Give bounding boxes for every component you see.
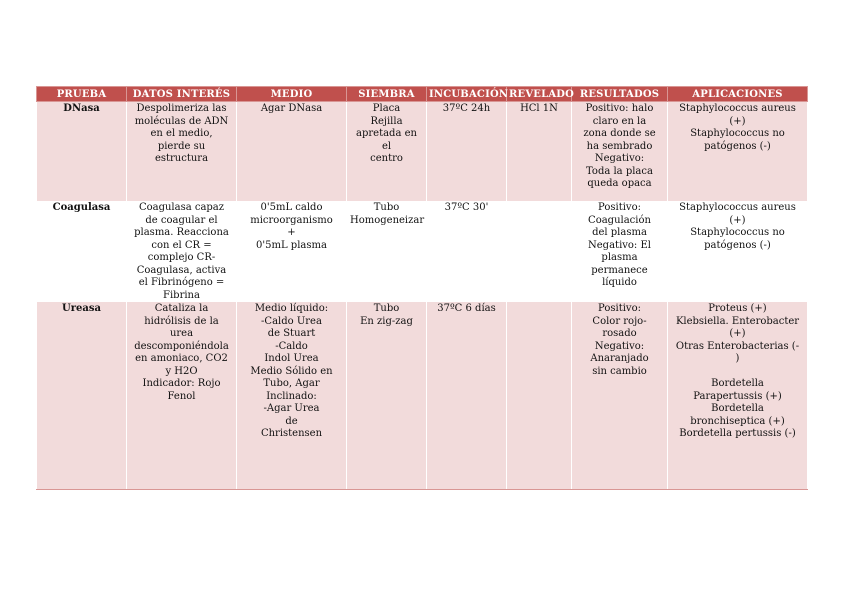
cell-line: Christensen xyxy=(260,428,323,439)
incubacion-cell xyxy=(427,102,507,202)
cell-text: DNasa xyxy=(63,103,100,114)
datos-cell xyxy=(127,201,237,302)
cell-line: urea xyxy=(169,328,194,339)
header-revelado: REVELADO xyxy=(507,87,572,102)
header-medio: MEDIO xyxy=(237,87,347,102)
cell-line: + xyxy=(287,227,296,238)
cell-line: pierde su xyxy=(157,140,206,152)
cell-line: -Caldo Urea xyxy=(261,315,322,327)
table-row xyxy=(37,102,808,202)
resultados-cell xyxy=(572,102,668,202)
revelado-cell xyxy=(507,102,572,202)
cell-line: Staphylococcus no xyxy=(690,227,785,238)
siembra-cell xyxy=(347,302,427,490)
cell-line: plasma. Reacciona xyxy=(134,227,229,238)
cell-line: Coagulación xyxy=(588,214,651,226)
cell-line: Negativo: xyxy=(594,340,645,352)
aplicaciones-cell xyxy=(668,302,808,490)
cell-line: Otras Enterobacterias (- xyxy=(675,340,800,352)
cell-line: de coagular el xyxy=(145,214,218,226)
cell-line: Negativo: El xyxy=(588,239,651,251)
cell-line: 0'5mL caldo xyxy=(260,202,323,213)
cell-line: Anaranjado xyxy=(590,353,649,364)
resultados-cell xyxy=(572,201,668,302)
header-prueba: PRUEBA xyxy=(37,87,127,102)
prueba-cell xyxy=(37,302,127,490)
cell-line: con el CR = xyxy=(151,239,212,251)
prueba-cell xyxy=(37,102,127,202)
cell-line: Negativo: xyxy=(594,153,645,164)
siembra-cell xyxy=(347,102,427,202)
revelado-cell xyxy=(507,302,572,490)
cell-line: y H2O xyxy=(165,365,198,377)
cell-line: en amoniaco, CO2 xyxy=(135,353,228,364)
aplicaciones-cell xyxy=(668,102,808,202)
cell-line: apretada en el xyxy=(356,128,417,152)
cell-line: Agar DNasa xyxy=(260,103,323,114)
cell-line: en el medio, xyxy=(150,128,213,139)
cell-line: 0'5mL plasma xyxy=(256,239,327,251)
header-row xyxy=(37,87,808,102)
siembra-cell xyxy=(347,201,427,302)
cell-line: queda opaca xyxy=(587,178,652,189)
cell-line: microorganismo xyxy=(250,214,333,226)
cell-line: plasma xyxy=(601,252,638,263)
cell-text: 37ºC 6 días xyxy=(437,303,496,314)
prueba-cell xyxy=(37,201,127,302)
cell-line: de xyxy=(285,415,298,427)
cell-line: Positivo: xyxy=(598,303,641,314)
cell-line: Parapertussis (+) xyxy=(693,390,782,402)
cell-line: Medio líquido: xyxy=(254,303,329,314)
cell-line: complejo CR- xyxy=(147,252,216,263)
cell-line: (+) xyxy=(729,328,746,339)
cell-text: HCl 1N xyxy=(520,103,558,114)
cell-line: sin cambio xyxy=(592,365,647,377)
cell-line: el Fibrinógeno = xyxy=(138,277,225,288)
cell-line: Staphylococcus no xyxy=(690,128,785,139)
revelado-cell xyxy=(507,201,572,302)
cell-line: permanece xyxy=(591,264,648,276)
cell-line: Color rojo- xyxy=(592,315,647,327)
cell-line: claro en la xyxy=(592,115,647,127)
cell-line: Klebsiella. Enterobacter xyxy=(675,315,800,327)
cell-line: Placa xyxy=(372,103,401,114)
cell-text: 37ºC 24h xyxy=(442,103,491,114)
cell-line: ha sembrado xyxy=(586,140,653,152)
microbiology-tests-table xyxy=(36,86,808,490)
cell-line: (+) xyxy=(729,115,746,127)
header-siembra: SIEMBRA xyxy=(347,87,427,102)
cell-line: Inclinado: xyxy=(266,390,317,402)
datos-cell xyxy=(127,302,237,490)
cell-line xyxy=(671,366,804,379)
cell-line: Rejilla xyxy=(370,115,403,127)
cell-line: Bordetella xyxy=(711,378,764,389)
cell-line: En zig-zag xyxy=(360,315,413,327)
resultados-cell xyxy=(572,302,668,490)
cell-line: Tubo, Agar xyxy=(263,378,320,389)
cell-line: Staphylococcus aureus xyxy=(679,202,796,213)
cell-line: Fenol xyxy=(167,390,196,402)
cell-line: Positivo: halo xyxy=(585,103,654,114)
table-row xyxy=(37,302,808,490)
table-row xyxy=(37,201,808,302)
cell-line: de Stuart xyxy=(267,328,316,339)
cell-line: moléculas de ADN xyxy=(134,115,229,127)
cell-line: zona donde se xyxy=(583,128,656,139)
cell-line: Proteus (+) xyxy=(708,303,767,314)
cell-line: Indicador: Rojo xyxy=(142,378,221,389)
header-aplicaciones: APLICACIONES xyxy=(668,87,808,102)
cell-line: Indol Urea xyxy=(264,353,319,364)
datos-cell xyxy=(127,102,237,202)
cell-line: Positivo: xyxy=(598,202,641,213)
cell-line: Bordetella xyxy=(711,403,764,414)
cell-line: Homogeneizar xyxy=(350,214,425,226)
cell-line: patógenos (-) xyxy=(704,140,771,152)
header-resultados: RESULTADOS xyxy=(572,87,668,102)
cell-line: -Caldo xyxy=(275,340,308,352)
cell-line: hidrólisis de la xyxy=(144,315,219,327)
cell-line: Medio Sólido en xyxy=(250,365,333,377)
incubacion-cell xyxy=(427,201,507,302)
cell-text: 37ºC 30' xyxy=(444,202,489,213)
cell-line: Cataliza la xyxy=(154,303,209,314)
cell-line: descomponiéndola xyxy=(134,340,229,352)
cell-line: Coagulasa capaz xyxy=(138,202,225,213)
cell-line: Despolimeriza las xyxy=(136,103,227,114)
cell-line: Staphylococcus aureus xyxy=(679,103,796,114)
cell-line: centro xyxy=(370,153,403,164)
cell-line: -Agar Urea xyxy=(263,403,320,414)
cell-line: líquido xyxy=(602,277,637,288)
medio-cell xyxy=(237,102,347,202)
aplicaciones-cell xyxy=(668,201,808,302)
medio-cell xyxy=(237,302,347,490)
header-datos-interes: DATOS INTERÉS xyxy=(127,87,237,102)
cell-line: Tubo xyxy=(373,202,400,213)
cell-line: Coagulasa, activa xyxy=(136,264,227,276)
header-incubacion: INCUBACIÓN xyxy=(427,87,507,102)
cell-text: Ureasa xyxy=(62,303,101,314)
cell-line: Tubo xyxy=(373,303,400,314)
cell-line: bronchiseptica (+) xyxy=(690,415,785,427)
cell-line: Fibrina xyxy=(163,289,200,301)
cell-line: patógenos (-) xyxy=(704,239,771,251)
cell-line: (+) xyxy=(729,214,746,226)
medio-cell xyxy=(237,201,347,302)
cell-line: del plasma xyxy=(592,227,647,238)
cell-line: rosado xyxy=(602,328,637,339)
incubacion-cell xyxy=(427,302,507,490)
cell-line: Toda la placa xyxy=(586,165,653,177)
cell-line: estructura xyxy=(154,153,209,164)
cell-line: ) xyxy=(735,353,740,364)
cell-line: Bordetella pertussis (-) xyxy=(679,428,796,439)
cell-text: Coagulasa xyxy=(52,202,111,213)
